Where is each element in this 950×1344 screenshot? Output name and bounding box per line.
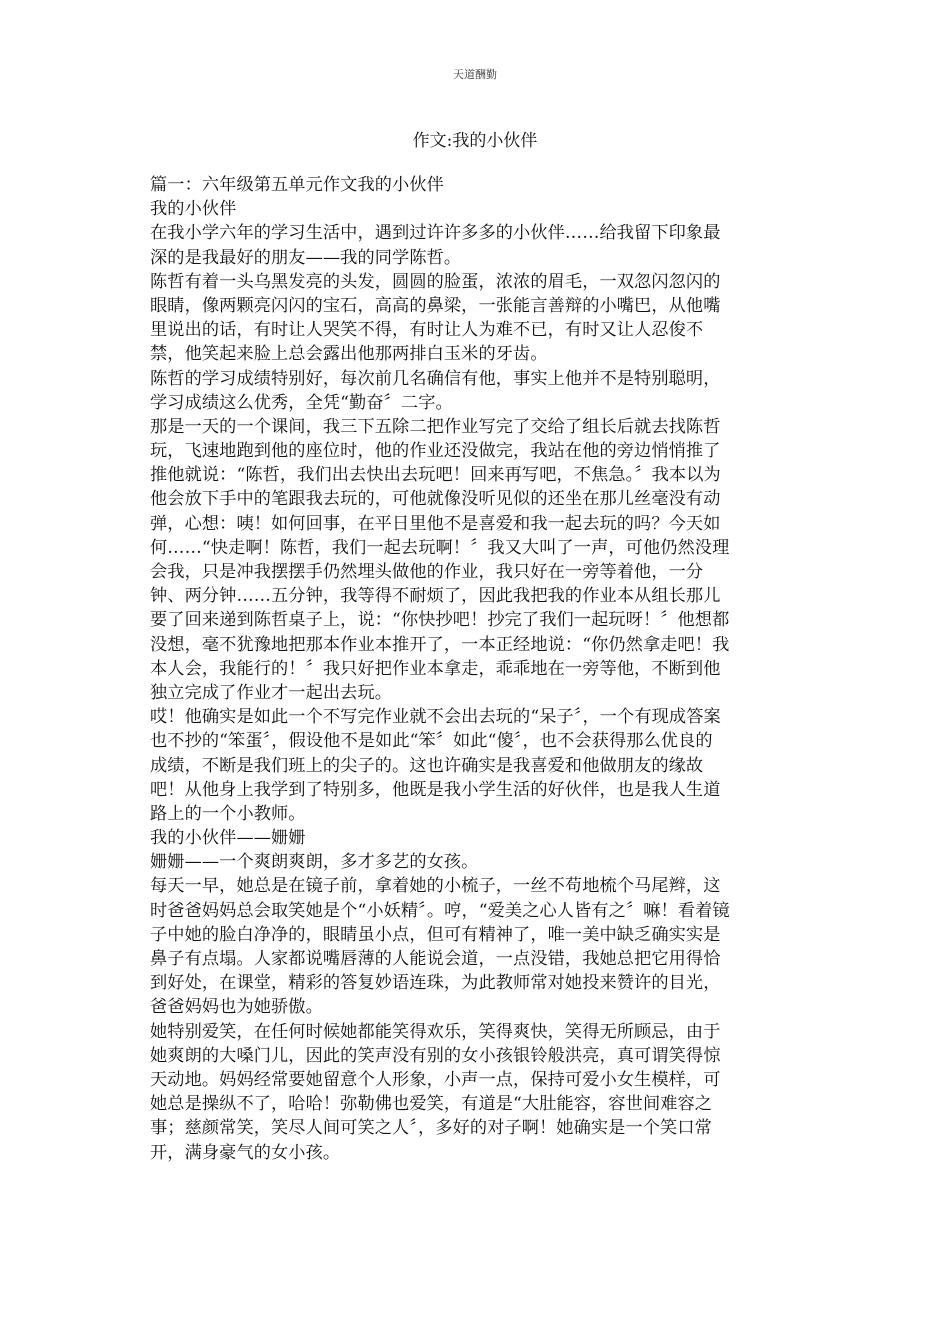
text-line: 到好处，在课堂，精彩的答复妙语连珠，为此教师常对她投来赞许的目光， <box>150 973 721 994</box>
text-line: 她爽朗的大嗓门儿，因此的笑声没有别的女小孩银铃般洪亮，真可谓笑得惊 <box>150 1045 721 1066</box>
text-line: 鼻子有点塌。人家都说嘴唇薄的人能说会道，一点没错，我她总把它用得恰 <box>150 949 721 969</box>
text-line: 哎！他确实是如此一个不写完作业就不会出去玩的“呆子〞，一个有现成答案 <box>150 707 721 728</box>
text-line: 弹，心想：咦！如何回事，在平日里他不是喜爱和我一起去玩的吗？今天如 <box>150 513 721 534</box>
text-line: 子中她的脸白净净的，眼睛虽小点，但可有精神了，唯一美中缺乏确实实是 <box>150 924 721 945</box>
text-line: 也不抄的“笨蛋〞，假设他不是如此“笨〞如此“傻〞，也不会获得那么优良的 <box>150 731 713 752</box>
text-line: 每天一早，她总是在镜子前，拿着她的小梳子，一丝不苟地梳个马尾辫，这 <box>150 876 721 897</box>
text-line: 路上的一个小教师。 <box>150 803 306 824</box>
text-line: 没想，毫不犹豫地把那本作业本推开了，一本正经地说：“你仍然拿走吧！我 <box>150 634 730 655</box>
text-line: 眼睛，像两颗亮闪闪的宝石，高高的鼻梁，一张能言善辩的小嘴巴，从他嘴 <box>150 295 721 316</box>
text-line: 成绩，不断是我们班上的尖子的。这也许确实是我喜爱和他做朋友的缘故 <box>150 755 704 776</box>
text-line: 时爸爸妈妈总会取笑她是个“小妖精〞。哼，“爱美之心人皆有之〞嘛！看着镜 <box>150 900 730 921</box>
text-line: 我的小伙伴 <box>150 199 237 220</box>
text-line: 我的小伙伴——姗姗 <box>150 828 306 849</box>
page-header: 天道酬勤 <box>453 68 497 81</box>
text-line: 独立完成了作业才一起出去玩。 <box>150 682 393 703</box>
text-line: 会我，只是冲我摆摆手仍然埋头做他的作业，我只好在一旁等着他，一分 <box>150 562 704 582</box>
text-line: 陈哲有着一头乌黑发亮的头发，圆圆的脸蛋，浓浓的眉毛，一双忽闪忽闪的 <box>150 271 721 292</box>
text-line: 深的是我最好的朋友——我的同学陈哲。 <box>150 247 462 268</box>
text-line: 禁，他笑起来脸上总会露出他那两排白玉米的牙齿。 <box>150 344 548 365</box>
text-line: 本人会，我能行的！〞我只好把作业本拿走，乖乖地在一旁等他，不断到他 <box>150 658 721 679</box>
text-line: 她特别爱笑，在任何时候她都能笑得欢乐，笑得爽快，笑得无所顾忌，由于 <box>150 1021 721 1042</box>
text-line: 学习成绩这么优秀，全凭“勤奋〞二字。 <box>150 392 453 413</box>
text-line: 篇一：六年级第五单元作文我的小伙伴 <box>150 175 444 195</box>
text-line: 钟、两分钟……五分钟，我等得不耐烦了，因此我把我的作业本从组长那儿 <box>150 586 721 607</box>
text-line: 里说出的话，有时让人哭笑不得，有时让人为难不已，有时又让人忍俊不 <box>150 320 704 341</box>
text-line: 陈哲的学习成绩特别好，每次前几名确信有他，事实上他并不是特别聪明， <box>150 368 721 389</box>
text-line: 开，满身豪气的女小孩。 <box>150 1142 341 1163</box>
text-line: 在我小学六年的学习生活中，遇到过许许多多的小伙伴……给我留下印象最 <box>150 223 721 244</box>
text-line: 吧！从他身上我学到了特别多，他既是我小学生活的好伙伴，也是我人生道 <box>150 779 721 800</box>
text-line: 他会放下手中的笔跟我去玩的，可他就像没听见似的还坐在那儿丝毫没有动 <box>150 489 721 510</box>
document-title: 作文:我的小伙伴 <box>412 131 538 151</box>
text-line: 爸爸妈妈也为她骄傲。 <box>150 997 323 1018</box>
text-line: 那是一天的一个课间，我三下五除二把作业写完了交给了组长后就去找陈哲 <box>150 416 721 437</box>
document-body <box>150 173 810 1165</box>
text-line: 推他就说：“陈哲，我们出去快出去玩吧！回来再写吧，不焦急。〞我本以为 <box>150 465 721 486</box>
text-line: 天动地。妈妈经常要她留意个人形象，小声一点，保持可爱小女生模样，可 <box>150 1069 721 1090</box>
text-line: 要了回来递到陈哲桌子上，说：“你快抄吧！抄完了我们一起玩呀！〞他想都 <box>150 610 730 631</box>
text-line: 姗姗——一个爽朗爽朗，多才多艺的女孩。 <box>150 852 479 873</box>
text-line: 她总是操纵不了，哈哈！弥勒佛也爱笑，有道是“大肚能容，容世间难容之 <box>150 1094 713 1115</box>
text-line: 何……“快走啊！陈哲，我们一起去玩啊！〞我又大叫了一声，可他仍然没理 <box>150 537 730 558</box>
text-line: 玩，飞速地跑到他的座位时，他的作业还没做完，我站在他的旁边悄悄推了 <box>150 441 721 462</box>
text-line: 事；慈颜常笑，笑尽人间可笑之人〞，多好的对子啊！她确实是一个笑口常 <box>150 1118 712 1139</box>
